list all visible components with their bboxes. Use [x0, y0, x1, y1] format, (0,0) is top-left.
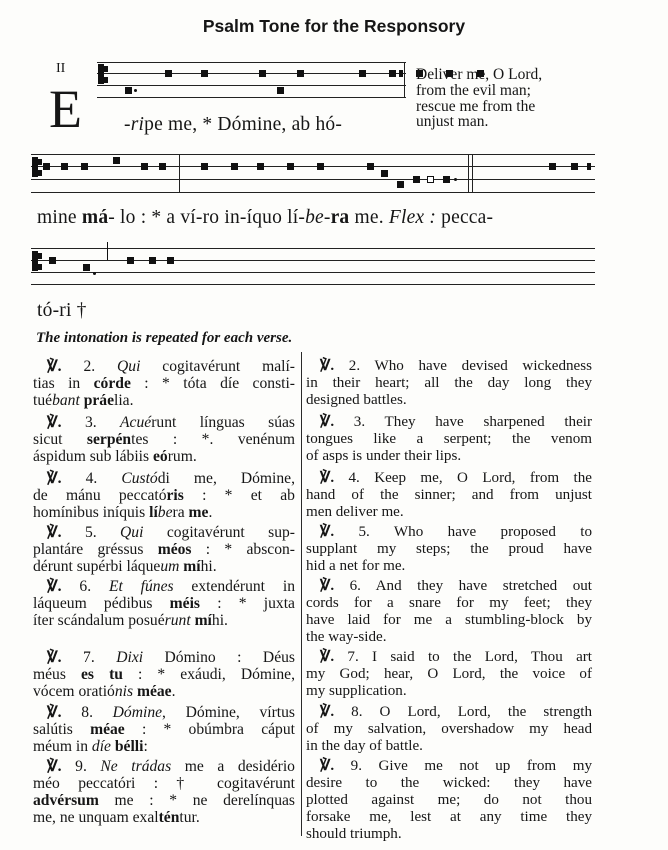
versicle-mark: ℣. — [320, 358, 335, 374]
note-icon — [367, 163, 374, 170]
lyric-syllable: pe me, * Dómine, ab hó- — [144, 114, 343, 135]
bar-icon — [107, 242, 108, 260]
verse-text: in their heart; all the day long they — [306, 375, 592, 392]
lyric-syllable: tó-ri † — [37, 300, 87, 321]
verse-line — [306, 629, 592, 646]
verse-text: eó — [152, 448, 168, 466]
verse-line — [306, 375, 592, 392]
verse-text: vócem oratió — [33, 683, 115, 701]
verse-text: sicut — [33, 431, 87, 449]
column-divider — [301, 352, 302, 836]
verse-text: méo peccatóri : † cogitavérunt — [33, 775, 295, 793]
note-icon — [397, 181, 404, 188]
c-clef-icon — [103, 77, 108, 83]
verse-text: tué — [33, 392, 53, 410]
note-icon — [549, 163, 556, 170]
versicle-mark: ℣. — [47, 414, 62, 431]
verse-text: láqueum pédibus — [33, 595, 170, 613]
note-icon — [389, 70, 396, 77]
verse-line — [33, 487, 295, 504]
verse-text: runt — [164, 612, 191, 630]
verse-line — [33, 666, 295, 683]
verse — [33, 470, 295, 521]
verse-text: cogitavérunt malí- — [140, 358, 295, 375]
verse-line — [33, 448, 295, 465]
verse-line — [33, 578, 295, 595]
verse-line — [33, 721, 295, 738]
c-clef-icon — [37, 159, 42, 165]
verse-line — [33, 414, 295, 431]
verse-line — [306, 414, 592, 431]
verse-line — [306, 683, 592, 700]
verse — [33, 524, 295, 575]
verse-text: 2. — [61, 358, 118, 375]
versicle-mark: ℣. — [47, 578, 62, 595]
verse-text: be — [157, 504, 173, 522]
lyric-syllable: - — [323, 207, 331, 228]
versicle-mark: ℣. — [320, 578, 335, 594]
verse-text: 3. — [61, 414, 121, 431]
verse-text: méum in — [33, 738, 92, 756]
verse-line — [306, 758, 592, 775]
note-icon — [277, 87, 284, 94]
lyric-line-3 — [37, 300, 87, 322]
dot-icon — [93, 272, 96, 275]
verse-line — [306, 578, 592, 595]
verse-text: my God; hear, O Lord, the voice of — [306, 666, 592, 683]
verse-text: dérunt supérbi láque — [33, 558, 161, 576]
verse-line — [306, 541, 592, 558]
note-icon — [61, 163, 68, 170]
verse-line — [306, 558, 592, 575]
verse-text: Dómino : Déus — [143, 649, 295, 666]
versicle-mark: ℣. — [320, 704, 335, 720]
verse — [33, 358, 295, 409]
translation-line: rescue me from the — [416, 97, 536, 115]
verse-line — [33, 704, 295, 721]
verse-text: cogitavérunt sup- — [143, 524, 295, 541]
verse-text: : * obúmbra cáput — [124, 721, 295, 739]
note-icon — [571, 163, 578, 170]
verse-line — [33, 792, 295, 809]
verse-line — [33, 649, 295, 666]
verse-text: : — [143, 738, 148, 756]
lyric-line-1 — [124, 114, 342, 136]
verse-line — [306, 704, 592, 721]
verse-text: méae — [90, 721, 125, 739]
verse-line — [306, 448, 592, 465]
verse-text: 7. I said to the Lord, Thou art — [334, 649, 592, 665]
verse-text: córde — [93, 375, 131, 393]
translation-line: unjust man. — [416, 113, 489, 131]
verse-text: 5. — [61, 524, 121, 541]
verse-line — [33, 758, 295, 775]
verse — [306, 524, 592, 575]
verse-text: 8. — [61, 704, 113, 721]
verse — [306, 414, 592, 465]
verse-text: hid a net for me. — [306, 558, 406, 575]
verse-text: homínibus iníquis — [33, 504, 150, 522]
note-icon — [83, 264, 90, 271]
lyric-syllable: ra — [330, 207, 350, 228]
lyric-syllable: me. — [349, 207, 389, 228]
verse-text: : * abscon- — [191, 541, 295, 559]
verse-text: práe — [83, 392, 115, 410]
versicle-mark: ℣. — [320, 524, 335, 540]
versicle-mark: ℣. — [320, 414, 335, 430]
verse-text: my supplication. — [306, 683, 407, 700]
verse-text: me : * ne derelínquas — [98, 792, 295, 810]
verse-text: díe — [91, 738, 111, 756]
initial-letter: E — [49, 79, 82, 139]
note-icon — [413, 176, 420, 183]
verse — [306, 470, 592, 521]
verse-text: 2. Who have devised wickedness — [334, 358, 592, 374]
verse-text: hi. — [200, 558, 217, 576]
verse-line — [33, 504, 295, 521]
verse-text: Dixi — [116, 649, 144, 666]
lyric-syllable: pecca- — [436, 207, 494, 228]
verse-line — [306, 470, 592, 487]
verse-line — [306, 721, 592, 738]
verse-text: cords for a snare for my feet; they — [306, 595, 592, 612]
verse-text: méis — [169, 595, 200, 613]
note-icon — [141, 163, 148, 170]
verse-text: méus — [33, 666, 81, 684]
verse-text: desire to the wicked: they have — [306, 775, 592, 792]
verse-text: men deliver me. — [306, 504, 404, 521]
verse-text: nis — [114, 683, 134, 701]
music-staff-2 — [31, 154, 595, 194]
verse-line — [306, 431, 592, 448]
verse-line — [33, 612, 295, 629]
verse-line — [33, 683, 295, 700]
note-icon — [359, 70, 366, 77]
flex-label: Flex : — [388, 207, 437, 228]
verse-text: ris — [166, 487, 184, 505]
verse-line — [306, 524, 592, 541]
verse-text: me — [188, 504, 209, 522]
custos-icon — [399, 70, 403, 77]
verse-text: runt línguas súas — [151, 414, 295, 431]
note-icon — [165, 70, 172, 77]
verse-text: the way-side. — [306, 629, 387, 646]
versicle-mark: ℣. — [47, 470, 62, 487]
verse — [33, 758, 295, 826]
note-icon — [149, 257, 156, 264]
verse-text: of my salvation, overshadow my head — [306, 721, 592, 738]
verse-text: : * juxta — [199, 595, 295, 613]
verse-line — [306, 826, 592, 843]
note-icon — [113, 157, 120, 164]
c-clef-icon — [103, 66, 108, 72]
verse-text: tias in — [33, 375, 94, 393]
verse-text: 4. — [61, 470, 122, 487]
verse-text: rum. — [167, 448, 197, 466]
verse-text: me, ne unquam exal — [33, 809, 159, 827]
verse-text: Acué — [120, 414, 152, 431]
verse-text: 8. O Lord, Lord, the strength — [334, 704, 592, 720]
note-icon — [317, 163, 324, 170]
verse-text: hand of the sinner; and from unjust — [306, 487, 592, 504]
versicle-mark: ℣. — [47, 358, 62, 375]
verse-text: Dómine — [112, 704, 163, 721]
verse-line — [306, 358, 592, 375]
verse-text: bélli — [114, 738, 144, 756]
intonation-note: The intonation is repeated for each verse. — [36, 330, 293, 346]
note-icon — [159, 163, 166, 170]
verse-line — [306, 792, 592, 809]
versicle-mark: ℣. — [47, 758, 62, 775]
verse — [306, 758, 592, 843]
verse-text: plotted against me; do not thou — [306, 792, 592, 809]
page-title: Psalm Tone for the Responsory — [202, 16, 466, 36]
verse-text: 6. — [61, 578, 109, 595]
verse — [33, 649, 295, 700]
verse-text: lia. — [114, 392, 134, 410]
verse-text: : * exáudi, Dómine, — [122, 666, 295, 684]
verse-line — [306, 392, 592, 409]
verse-line — [306, 504, 592, 521]
tone-number: II — [56, 61, 66, 76]
verse-text: tes : *. venénum — [131, 431, 295, 449]
verse-text: 6. And they have stretched out — [334, 578, 592, 594]
versicle-mark: ℣. — [47, 649, 62, 666]
verse-text: me a desidério — [171, 758, 295, 775]
note-icon — [259, 70, 266, 77]
verse-text: 7. — [61, 649, 117, 666]
verse-text: advérsum — [33, 792, 99, 810]
versicle-mark: ℣. — [320, 470, 335, 486]
verse-text: serpén — [86, 431, 132, 449]
note-icon — [167, 257, 174, 264]
verse-text: should triumph. — [306, 826, 402, 843]
verse-text: have laid for me a stumbling-block by — [306, 612, 592, 629]
verse-text: plantáre gréssus — [33, 541, 158, 559]
verse-line — [306, 595, 592, 612]
verse-line — [306, 738, 592, 755]
verse-line — [306, 809, 592, 826]
verse-line — [33, 392, 295, 409]
note-icon — [127, 257, 134, 264]
verse-text: designed battles. — [306, 392, 407, 409]
verse-text: . — [208, 504, 213, 522]
verse-text: áspidum sub lábiis — [33, 448, 153, 466]
versicle-mark: ℣. — [320, 649, 335, 665]
verse-line — [33, 738, 295, 755]
verse-text: bant — [52, 392, 80, 410]
note-icon — [427, 176, 434, 183]
verse-text: forsake me, lest at any time they — [306, 809, 592, 826]
verse-text: ra — [172, 504, 189, 522]
verse — [306, 649, 592, 700]
lyric-syllable: - lo : * a ví-ro in-íquo lí- — [108, 207, 306, 228]
verse-line — [306, 666, 592, 683]
note-icon — [81, 163, 88, 170]
verse-text: of asps is under their lips. — [306, 448, 462, 465]
translation-line: from the evil man; — [416, 81, 531, 99]
note-icon — [297, 70, 304, 77]
verse-text: lí — [149, 504, 158, 522]
verse — [33, 704, 295, 755]
verse-text: 9. Give me not up from my — [334, 758, 592, 774]
verse-line — [33, 375, 295, 392]
verse-text: tén — [158, 809, 180, 827]
verse-text: , Dómine, vírtus — [162, 704, 295, 721]
lyric-syllable: - — [124, 114, 131, 135]
verse-text: : * tóta díe consti- — [130, 375, 295, 393]
note-icon — [49, 257, 56, 264]
note-icon — [43, 163, 50, 170]
verse-text: Et fúnes — [108, 578, 174, 595]
versicle-mark: ℣. — [47, 704, 62, 721]
lyric-syllable: má — [81, 207, 109, 228]
verse — [33, 578, 295, 629]
verse-text: di me, Dómine, — [157, 470, 295, 487]
verse-line — [306, 612, 592, 629]
verse-text: 3. They have sharpened their — [334, 414, 592, 430]
dot-icon — [454, 178, 457, 181]
lyric-line-2 — [37, 207, 493, 229]
verse-text: supplant my steps; the proud have — [306, 541, 592, 558]
verse — [33, 414, 295, 465]
music-staff-1 — [97, 62, 406, 100]
note-icon — [287, 163, 294, 170]
verse-text: tongues like a serpent; the venom — [306, 431, 592, 448]
verse-text: : * et ab — [183, 487, 295, 505]
verse-text: Qui — [120, 524, 144, 541]
verse-line — [33, 541, 295, 558]
note-icon — [201, 70, 208, 77]
verse-line — [33, 558, 295, 575]
note-icon — [381, 170, 388, 177]
verse-line — [306, 775, 592, 792]
lyric-syllable: ri — [130, 114, 145, 135]
versicle-mark: ℣. — [47, 524, 62, 541]
dot-icon — [134, 89, 137, 92]
versicle-mark: ℣. — [320, 758, 335, 774]
verse — [306, 704, 592, 755]
verse-text: 4. Keep me, O Lord, from the — [334, 470, 592, 486]
custos-icon — [587, 163, 591, 170]
verse-text: Qui — [117, 358, 141, 375]
verse-line — [306, 649, 592, 666]
note-icon — [443, 176, 450, 183]
note-icon — [231, 163, 238, 170]
verse-text: . — [171, 683, 176, 701]
verse-text: salútis — [33, 721, 91, 739]
music-staff-3 — [31, 248, 595, 286]
verse-text: íter scándalum posué — [33, 612, 165, 630]
verse-text: hi. — [211, 612, 228, 630]
verse-text: méos — [157, 541, 192, 559]
c-clef-icon — [37, 264, 42, 270]
verse-text: 5. Who have proposed to — [334, 524, 592, 540]
verse-text: extendérunt in — [173, 578, 295, 595]
verse-line — [33, 524, 295, 541]
verse-text: de mánu peccató — [33, 487, 167, 505]
verse-line — [33, 595, 295, 612]
verse-text: mí — [183, 558, 201, 576]
verse-text: méae — [136, 683, 172, 701]
translation-line: Deliver me, O Lord, — [416, 66, 543, 83]
note-icon — [125, 87, 132, 94]
verse — [306, 358, 592, 409]
verse-text: Custó — [121, 470, 158, 487]
verse-text: mí — [194, 612, 212, 630]
verse-text: Ne trádas — [100, 758, 172, 775]
verse — [306, 578, 592, 646]
c-clef-icon — [37, 170, 42, 176]
responsory-translation — [416, 67, 594, 130]
verse-line — [33, 809, 295, 826]
verse-text: um — [160, 558, 180, 576]
verse-line — [306, 487, 592, 504]
verse-text: es tu — [81, 666, 123, 684]
verse-line — [33, 775, 295, 792]
verse-text: 9. — [61, 758, 101, 775]
verse-text: tur. — [179, 809, 200, 827]
verse-line — [33, 358, 295, 375]
note-icon — [201, 163, 208, 170]
lyric-syllable: mine — [37, 207, 82, 228]
c-clef-icon — [37, 253, 42, 259]
lyric-syllable: be — [305, 207, 324, 228]
verse-text: in the day of battle. — [306, 738, 423, 755]
verse-line — [33, 431, 295, 448]
verse-line — [33, 470, 295, 487]
note-icon — [257, 163, 264, 170]
